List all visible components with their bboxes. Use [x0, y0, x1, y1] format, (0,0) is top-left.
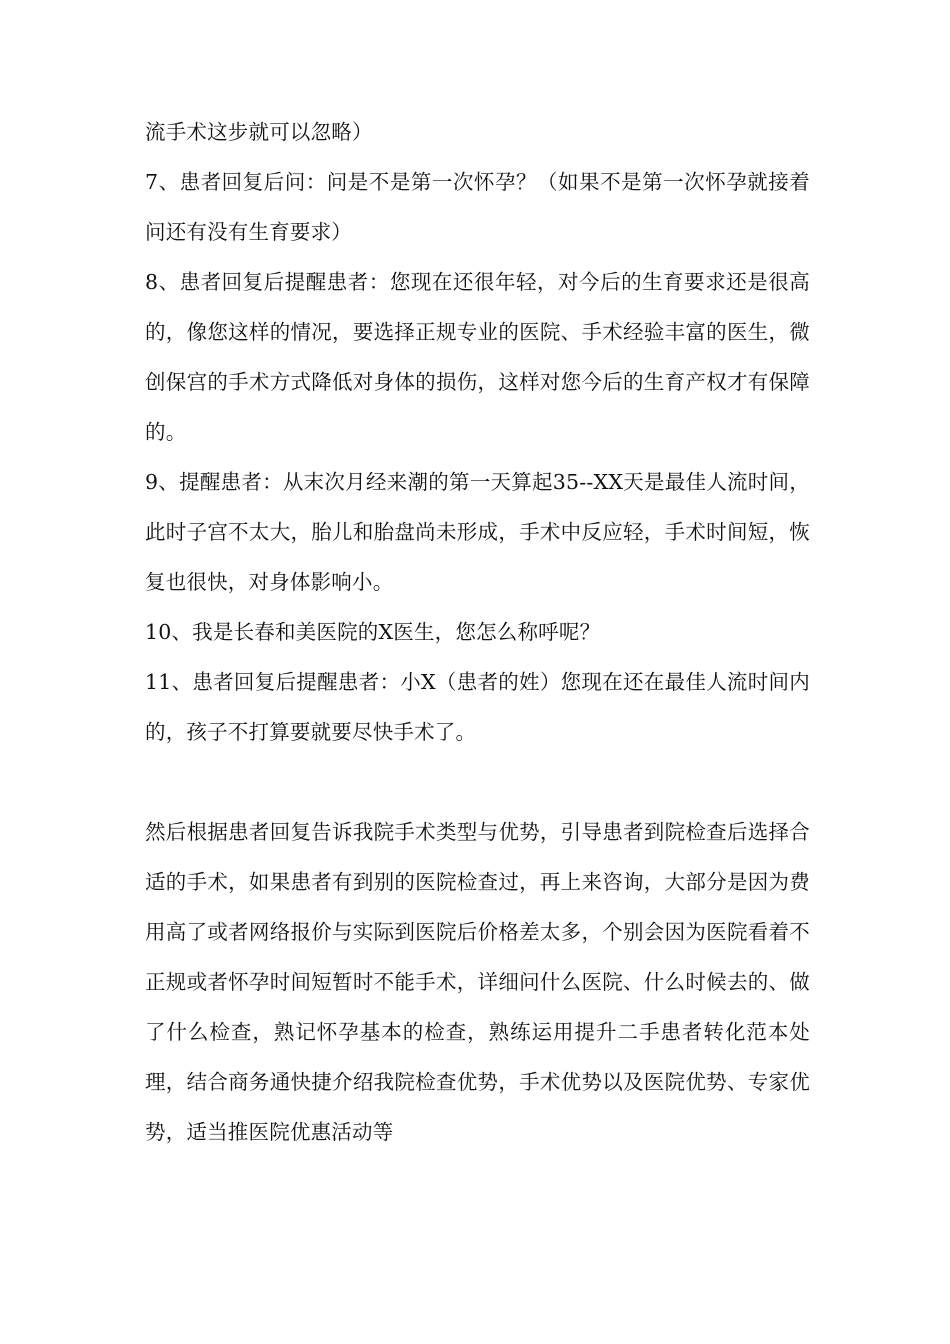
paragraph-item-7: 7、患者回复后问：问是不是第一次怀孕？（如果不是第一次怀孕就接着问还有没有生育要求） [145, 170, 810, 244]
paragraph-continuation: 流手术这步就可以忽略） [145, 120, 373, 144]
paragraph-item-8: 8、患者回复后提醒患者：您现在还很年轻，对今后的生育要求还是很高的，像您这样的情况，要选择正规专业的医院、手术经验丰富的医生，微创保宫的手术方式降低对身体的损伤，这样对您今后的生育产权才有保障的。 [145, 270, 810, 444]
paragraph-item-10: 10、我是长春和美医院的X医生，您怎么称呼呢？ [145, 620, 601, 644]
blank-line [145, 757, 810, 807]
paragraph-item-11: 11、患者回复后提醒患者：小X（患者的姓）您现在还在最佳人流时间内的，孩子不打算要就要尽快手术了。 [145, 670, 810, 744]
paragraph-item-9: 9、提醒患者：从末次月经来潮的第一天算起35--XX天是最佳人流时间，此时子宫不太大，胎儿和胎盘尚未形成，手术中反应轻，手术时间短，恢复也很快，对身体影响小。 [145, 470, 810, 594]
closing-paragraph: 然后根据患者回复告诉我院手术类型与优势，引导患者到院检查后选择合适的手术，如果患者有到别的医院检查过，再上来咨询，大部分是因为费用高了或者网络报价与实际到医院后价格差太多，个别会因为医院看着不正规或者怀孕时间短暂时不能手术，详细问什么医院、什么时候去的、做了什么检查，熟记怀孕基本的检查，熟练运用提升二手患者转化范本处理，结合商务通快捷介绍我院检查优势，手术优势以及医院优势、专家优势，适当推医院优惠活动等 [145, 820, 810, 1144]
document-body [145, 107, 810, 1157]
